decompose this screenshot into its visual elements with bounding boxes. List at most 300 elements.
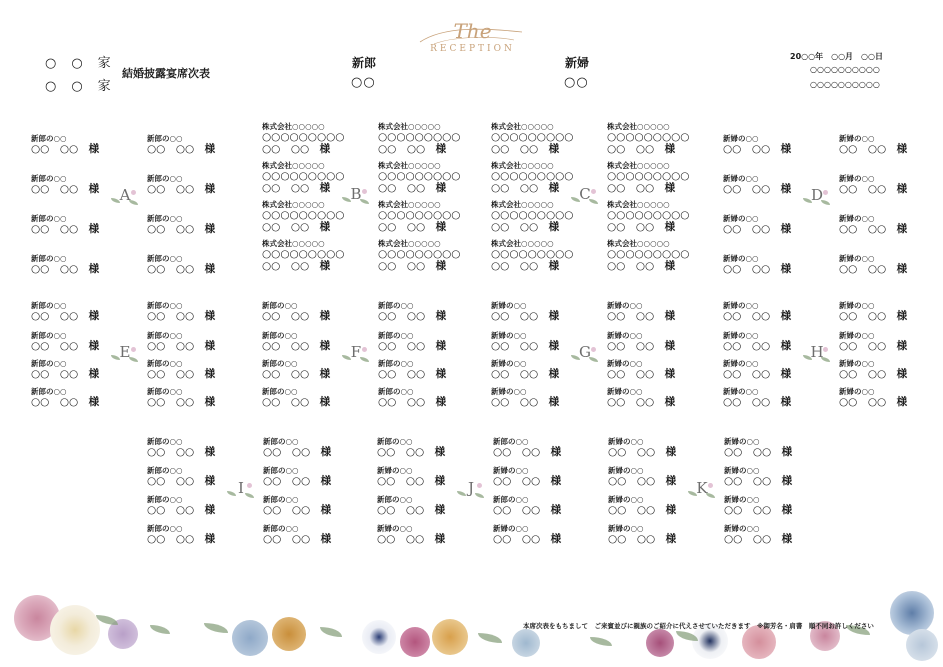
guest-relation: 株式会社○○○○○ bbox=[378, 200, 441, 209]
guest-name: ○○ ○○ 様 bbox=[839, 340, 908, 352]
guest-entry bbox=[147, 214, 237, 235]
guest-entry bbox=[31, 134, 121, 155]
guest-relation: 新郎の○○ bbox=[31, 359, 67, 368]
guest-entry bbox=[839, 214, 929, 235]
table-letter: E bbox=[119, 343, 131, 361]
guest-relation: 新婦の○○ bbox=[723, 387, 759, 396]
guest-entry bbox=[493, 437, 583, 458]
table-marker bbox=[113, 343, 143, 365]
guest-relation: 新郎の○○ bbox=[147, 495, 183, 504]
guest-relation: 新婦の○○ bbox=[607, 331, 643, 340]
guest-relation: 株式会社○○○○○ bbox=[607, 239, 670, 248]
guest-entry bbox=[724, 437, 814, 458]
guest-name: ○○ ○○ 様 bbox=[723, 143, 792, 155]
guest-entry bbox=[263, 524, 353, 545]
guest-entry bbox=[723, 331, 813, 352]
guest-name: ○○ ○○ 様 bbox=[608, 446, 677, 458]
guest-name: ○○ ○○ 様 bbox=[147, 475, 216, 487]
guest-relation: 新婦の○○ bbox=[723, 134, 759, 143]
guest-entry bbox=[377, 437, 467, 458]
guest-relation: 新婦の○○ bbox=[491, 301, 527, 310]
guest-relation: 新婦の○○ bbox=[491, 331, 527, 340]
guest-relation: 株式会社○○○○○ bbox=[378, 122, 441, 131]
guest-name: ○○ ○○ 様 bbox=[493, 475, 562, 487]
guest-entry bbox=[262, 387, 352, 408]
guest-name: ○○○○○○○○○ ○○ ○○ 様 bbox=[378, 131, 461, 155]
guest-relation: 新婦の○○ bbox=[839, 359, 875, 368]
venue-line-1: ○○○○○○○○○○ bbox=[810, 65, 880, 74]
table-marker bbox=[344, 343, 374, 365]
guest-relation: 新婦の○○ bbox=[839, 214, 875, 223]
guest-relation: 株式会社○○○○○ bbox=[378, 161, 441, 170]
guest-name: ○○○○○○○○○ ○○ ○○ 様 bbox=[262, 170, 345, 194]
guest-name: ○○ ○○ 様 bbox=[839, 183, 908, 195]
guest-relation: 新婦の○○ bbox=[608, 466, 644, 475]
guest-entry bbox=[147, 466, 237, 487]
guest-entry bbox=[262, 239, 352, 272]
guest-name: ○○ ○○ 様 bbox=[31, 368, 100, 380]
guest-relation: 新郎の○○ bbox=[147, 134, 183, 143]
guest-relation: 新郎の○○ bbox=[147, 387, 183, 396]
guest-relation: 新婦の○○ bbox=[607, 301, 643, 310]
guest-name: ○○○○○○○○○ ○○ ○○ 様 bbox=[491, 170, 574, 194]
yellow-flower-icon bbox=[432, 619, 468, 655]
guest-relation: 新婦の○○ bbox=[491, 359, 527, 368]
guest-relation: 新婦の○○ bbox=[839, 331, 875, 340]
guest-relation: 新郎の○○ bbox=[377, 437, 413, 446]
guest-entry bbox=[608, 466, 698, 487]
guest-relation: 新郎の○○ bbox=[147, 466, 183, 475]
table-marker bbox=[573, 343, 603, 365]
guest-name: ○○○○○○○○○ ○○ ○○ 様 bbox=[378, 248, 461, 272]
guest-relation: 株式会社○○○○○ bbox=[491, 161, 554, 170]
guest-entry bbox=[31, 174, 121, 195]
guest-name: ○○ ○○ 様 bbox=[723, 183, 792, 195]
guest-entry bbox=[491, 239, 581, 272]
guest-relation: 新郎の○○ bbox=[147, 301, 183, 310]
guest-entry bbox=[723, 254, 813, 275]
guest-entry bbox=[839, 359, 929, 380]
guest-name: ○○○○○○○○○ ○○ ○○ 様 bbox=[262, 131, 345, 155]
table-letter: D bbox=[810, 186, 824, 204]
guest-name: ○○ ○○ 様 bbox=[378, 340, 447, 352]
guest-entry bbox=[262, 161, 352, 194]
guest-relation: 新婦の○○ bbox=[493, 466, 529, 475]
guest-relation: 新郎の○○ bbox=[378, 387, 414, 396]
guest-entry bbox=[493, 466, 583, 487]
guest-name: ○○ ○○ 様 bbox=[608, 533, 677, 545]
leaf-icon bbox=[320, 627, 342, 637]
guest-relation: 新郎の○○ bbox=[262, 387, 298, 396]
guest-entry bbox=[493, 524, 583, 545]
guest-entry bbox=[839, 134, 929, 155]
guest-relation: 新郎の○○ bbox=[263, 437, 299, 446]
guest-name: ○○ ○○ 様 bbox=[839, 263, 908, 275]
table-letter: I bbox=[238, 479, 244, 497]
guest-relation: 株式会社○○○○○ bbox=[607, 161, 670, 170]
berry-flower-icon bbox=[646, 629, 674, 657]
guest-relation: 新郎の○○ bbox=[262, 359, 298, 368]
table-letter: J bbox=[467, 479, 474, 497]
guest-entry bbox=[377, 466, 467, 487]
table-letter: H bbox=[810, 343, 824, 361]
guest-name: ○○ ○○ 様 bbox=[608, 475, 677, 487]
table-marker bbox=[690, 479, 720, 501]
guest-name: ○○ ○○ 様 bbox=[262, 396, 331, 408]
logo-word: RECEPTION bbox=[430, 44, 515, 54]
guest-entry bbox=[263, 466, 353, 487]
guest-entry bbox=[378, 331, 468, 352]
guest-name: ○○ ○○ 様 bbox=[608, 504, 677, 516]
guest-name: ○○ ○○ 様 bbox=[147, 143, 216, 155]
guest-entry bbox=[723, 174, 813, 195]
guest-relation: 株式会社○○○○○ bbox=[378, 239, 441, 248]
guest-entry bbox=[378, 387, 468, 408]
guest-entry bbox=[839, 301, 929, 322]
guest-entry bbox=[607, 331, 697, 352]
guest-entry bbox=[608, 524, 698, 545]
guest-name: ○○○○○○○○○ ○○ ○○ 様 bbox=[262, 209, 345, 233]
guest-name: ○○○○○○○○○ ○○ ○○ 様 bbox=[607, 131, 690, 155]
guest-entry bbox=[147, 359, 237, 380]
guest-name: ○○ ○○ 様 bbox=[31, 143, 100, 155]
blue-flower-icon bbox=[512, 629, 540, 657]
guest-name: ○○ ○○ 様 bbox=[378, 396, 447, 408]
guest-name: ○○ ○○ 様 bbox=[263, 475, 332, 487]
guest-entry bbox=[491, 387, 581, 408]
guest-entry bbox=[378, 122, 468, 155]
guest-relation: 新婦の○○ bbox=[723, 301, 759, 310]
guest-relation: 新郎の○○ bbox=[377, 495, 413, 504]
guest-relation: 新婦の○○ bbox=[839, 134, 875, 143]
guest-entry bbox=[378, 359, 468, 380]
guest-name: ○○ ○○ 様 bbox=[262, 368, 331, 380]
guest-entry bbox=[607, 301, 697, 322]
guest-relation: 新婦の○○ bbox=[724, 437, 760, 446]
guest-name: ○○○○○○○○○ ○○ ○○ 様 bbox=[607, 248, 690, 272]
guest-name: ○○○○○○○○○ ○○ ○○ 様 bbox=[378, 209, 461, 233]
leaf-icon bbox=[590, 637, 612, 646]
guest-entry bbox=[31, 214, 121, 235]
guest-name: ○○ ○○ 様 bbox=[147, 446, 216, 458]
venue-line-2: ○○○○○○○○○○ bbox=[810, 80, 880, 89]
guest-relation: 新郎の○○ bbox=[147, 174, 183, 183]
guest-entry bbox=[491, 161, 581, 194]
guest-entry bbox=[723, 214, 813, 235]
guest-name: ○○ ○○ 様 bbox=[491, 340, 560, 352]
guest-entry bbox=[491, 122, 581, 155]
guest-relation: 新郎の○○ bbox=[147, 437, 183, 446]
table-marker bbox=[344, 185, 374, 207]
guest-name: ○○ ○○ 様 bbox=[724, 446, 793, 458]
leaf-icon bbox=[478, 633, 502, 643]
guest-relation: 新婦の○○ bbox=[493, 524, 529, 533]
guest-relation: 新郎の○○ bbox=[263, 466, 299, 475]
guest-name: ○○ ○○ 様 bbox=[263, 533, 332, 545]
guest-entry bbox=[723, 359, 813, 380]
guest-name: ○○ ○○ 様 bbox=[723, 223, 792, 235]
guest-relation: 新婦の○○ bbox=[608, 524, 644, 533]
guest-name: ○○ ○○ 様 bbox=[607, 340, 676, 352]
hydrangea-flower-icon bbox=[232, 620, 268, 656]
guest-name: ○○ ○○ 様 bbox=[723, 396, 792, 408]
guest-relation: 新婦の○○ bbox=[723, 174, 759, 183]
guest-name: ○○ ○○ 様 bbox=[31, 396, 100, 408]
guest-name: ○○ ○○ 様 bbox=[147, 223, 216, 235]
table-letter: A bbox=[119, 186, 131, 204]
guest-relation: 株式会社○○○○○ bbox=[262, 239, 325, 248]
guest-entry bbox=[263, 437, 353, 458]
guest-name: ○○ ○○ 様 bbox=[377, 475, 446, 487]
rose-flower-icon-2 bbox=[742, 625, 776, 659]
guest-entry bbox=[31, 301, 121, 322]
guest-relation: 株式会社○○○○○ bbox=[262, 200, 325, 209]
reception-logo bbox=[410, 18, 535, 54]
guest-name: ○○ ○○ 様 bbox=[377, 446, 446, 458]
logo-script: The bbox=[453, 19, 492, 43]
guest-name: ○○ ○○ 様 bbox=[262, 340, 331, 352]
bride-name: ○○ bbox=[564, 75, 589, 90]
guest-relation: 新郎の○○ bbox=[31, 301, 67, 310]
table-letter: F bbox=[350, 343, 362, 361]
guest-name: ○○ ○○ 様 bbox=[491, 310, 560, 322]
guest-name: ○○ ○○ 様 bbox=[493, 504, 562, 516]
guest-entry bbox=[377, 495, 467, 516]
guest-name: ○○ ○○ 様 bbox=[147, 310, 216, 322]
leaf-icon bbox=[150, 625, 170, 634]
guest-entry bbox=[147, 524, 237, 545]
bride-label: 新婦 bbox=[565, 56, 590, 70]
guest-entry bbox=[839, 254, 929, 275]
guest-name: ○○ ○○ 様 bbox=[724, 533, 793, 545]
guest-name: ○○ ○○ 様 bbox=[378, 368, 447, 380]
table-letter: K bbox=[696, 479, 708, 497]
guest-entry bbox=[262, 359, 352, 380]
guest-name: ○○ ○○ 様 bbox=[147, 368, 216, 380]
guest-relation: 新婦の○○ bbox=[723, 331, 759, 340]
guest-entry bbox=[262, 331, 352, 352]
guest-relation: 新郎の○○ bbox=[263, 524, 299, 533]
guest-relation: 新郎の○○ bbox=[147, 331, 183, 340]
guest-name: ○○ ○○ 様 bbox=[839, 396, 908, 408]
guest-relation: 新婦の○○ bbox=[839, 387, 875, 396]
guest-name: ○○ ○○ 様 bbox=[147, 396, 216, 408]
guest-entry bbox=[31, 331, 121, 352]
guest-relation: 株式会社○○○○○ bbox=[262, 161, 325, 170]
guest-name: ○○○○○○○○○ ○○ ○○ 様 bbox=[491, 209, 574, 233]
guest-name: ○○ ○○ 様 bbox=[263, 504, 332, 516]
guest-name: ○○ ○○ 様 bbox=[607, 368, 676, 380]
guest-entry bbox=[491, 301, 581, 322]
table-marker bbox=[573, 185, 603, 207]
guest-entry bbox=[31, 254, 121, 275]
document-title: 結婚披露宴席次表 bbox=[122, 67, 210, 80]
guest-relation: 新婦の○○ bbox=[723, 214, 759, 223]
table-marker bbox=[113, 186, 143, 208]
guest-relation: 株式会社○○○○○ bbox=[607, 122, 670, 131]
guest-name: ○○ ○○ 様 bbox=[723, 263, 792, 275]
guest-entry bbox=[724, 524, 814, 545]
guest-relation: 新婦の○○ bbox=[724, 495, 760, 504]
guest-entry bbox=[724, 466, 814, 487]
guest-name: ○○ ○○ 様 bbox=[377, 533, 446, 545]
guest-entry bbox=[147, 437, 237, 458]
table-marker bbox=[229, 479, 259, 501]
guest-entry bbox=[147, 254, 237, 275]
guest-entry bbox=[607, 161, 697, 194]
guest-entry bbox=[262, 301, 352, 322]
blue-rose-flower-icon bbox=[890, 591, 934, 635]
guest-relation: 株式会社○○○○○ bbox=[262, 122, 325, 131]
table-letter: C bbox=[579, 185, 591, 203]
guest-relation: 新婦の○○ bbox=[723, 359, 759, 368]
date: 20○○年 ○○月 ○○日 bbox=[790, 52, 884, 61]
guest-entry bbox=[723, 301, 813, 322]
guest-entry bbox=[491, 331, 581, 352]
guest-relation: 新婦の○○ bbox=[724, 524, 760, 533]
guest-relation: 新郎の○○ bbox=[31, 134, 67, 143]
guest-relation: 新郎の○○ bbox=[493, 437, 529, 446]
guest-name: ○○ ○○ 様 bbox=[724, 504, 793, 516]
guest-name: ○○ ○○ 様 bbox=[724, 475, 793, 487]
guest-relation: 株式会社○○○○○ bbox=[491, 122, 554, 131]
guest-entry bbox=[608, 495, 698, 516]
guest-entry bbox=[263, 495, 353, 516]
guest-entry bbox=[147, 301, 237, 322]
guest-name: ○○○○○○○○○ ○○ ○○ 様 bbox=[607, 170, 690, 194]
guest-entry bbox=[839, 331, 929, 352]
guest-entry bbox=[378, 200, 468, 233]
table-marker bbox=[805, 186, 835, 208]
guest-entry bbox=[491, 200, 581, 233]
table-letter: B bbox=[350, 185, 362, 203]
guest-entry bbox=[147, 331, 237, 352]
guest-name: ○○ ○○ 様 bbox=[493, 533, 562, 545]
table-marker bbox=[805, 343, 835, 365]
guest-entry bbox=[262, 200, 352, 233]
guest-name: ○○ ○○ 様 bbox=[839, 223, 908, 235]
guest-entry bbox=[262, 122, 352, 155]
guest-name: ○○ ○○ 様 bbox=[607, 396, 676, 408]
guest-name: ○○ ○○ 様 bbox=[377, 504, 446, 516]
guest-relation: 新郎の○○ bbox=[31, 254, 67, 263]
guest-relation: 株式会社○○○○○ bbox=[607, 200, 670, 209]
guest-relation: 新郎の○○ bbox=[147, 524, 183, 533]
family-name-1: ○ ○ 家 bbox=[45, 56, 112, 71]
guest-name: ○○ ○○ 様 bbox=[31, 340, 100, 352]
guest-relation: 新婦の○○ bbox=[839, 301, 875, 310]
guest-entry bbox=[723, 387, 813, 408]
guest-entry bbox=[378, 161, 468, 194]
guest-entry bbox=[147, 134, 237, 155]
guest-relation: 新郎の○○ bbox=[263, 495, 299, 504]
guest-name: ○○ ○○ 様 bbox=[607, 310, 676, 322]
table-marker bbox=[459, 479, 489, 501]
guest-entry bbox=[839, 387, 929, 408]
guest-name: ○○○○○○○○○ ○○ ○○ 様 bbox=[607, 209, 690, 233]
guest-name: ○○ ○○ 様 bbox=[31, 310, 100, 322]
guest-name: ○○○○○○○○○ ○○ ○○ 様 bbox=[491, 248, 574, 272]
guest-name: ○○○○○○○○○ ○○ ○○ 様 bbox=[378, 170, 461, 194]
guest-relation: 新婦の○○ bbox=[839, 174, 875, 183]
guest-name: ○○ ○○ 様 bbox=[31, 263, 100, 275]
guest-entry bbox=[491, 359, 581, 380]
guest-relation: 新婦の○○ bbox=[608, 437, 644, 446]
guest-entry bbox=[147, 495, 237, 516]
guest-relation: 新郎の○○ bbox=[147, 254, 183, 263]
dahlia-flower-icon bbox=[272, 617, 306, 651]
guest-relation: 新郎の○○ bbox=[31, 331, 67, 340]
guest-entry bbox=[493, 495, 583, 516]
guest-entry bbox=[607, 122, 697, 155]
guest-name: ○○ ○○ 様 bbox=[262, 310, 331, 322]
leaf-icon bbox=[204, 623, 228, 633]
guest-name: ○○ ○○ 様 bbox=[839, 143, 908, 155]
pale-blue-flower-icon bbox=[906, 629, 938, 661]
guest-relation: 新郎の○○ bbox=[378, 301, 414, 310]
guest-relation: 新婦の○○ bbox=[608, 495, 644, 504]
guest-relation: 新婦の○○ bbox=[607, 359, 643, 368]
guest-entry bbox=[378, 301, 468, 322]
peony-flower-icon bbox=[50, 605, 100, 655]
guest-name: ○○ ○○ 様 bbox=[147, 504, 216, 516]
guest-relation: 新婦の○○ bbox=[377, 524, 413, 533]
guest-entry bbox=[607, 387, 697, 408]
guest-entry bbox=[31, 359, 121, 380]
guest-relation: 新郎の○○ bbox=[262, 301, 298, 310]
guest-name: ○○○○○○○○○ ○○ ○○ 様 bbox=[262, 248, 345, 272]
guest-entry bbox=[607, 200, 697, 233]
guest-relation: 新郎の○○ bbox=[493, 495, 529, 504]
guest-name: ○○ ○○ 様 bbox=[31, 183, 100, 195]
guest-entry bbox=[31, 387, 121, 408]
guest-entry bbox=[724, 495, 814, 516]
guest-name: ○○ ○○ 様 bbox=[839, 310, 908, 322]
guest-relation: 新郎の○○ bbox=[378, 331, 414, 340]
guest-relation: 新郎の○○ bbox=[31, 174, 67, 183]
guest-name: ○○ ○○ 様 bbox=[839, 368, 908, 380]
guest-relation: 新婦の○○ bbox=[607, 387, 643, 396]
guest-name: ○○ ○○ 様 bbox=[147, 533, 216, 545]
guest-entry bbox=[378, 239, 468, 272]
guest-relation: 株式会社○○○○○ bbox=[491, 239, 554, 248]
guest-entry bbox=[723, 134, 813, 155]
guest-relation: 新婦の○○ bbox=[491, 387, 527, 396]
guest-name: ○○ ○○ 様 bbox=[723, 368, 792, 380]
guest-relation: 新婦の○○ bbox=[377, 466, 413, 475]
guest-relation: 新婦の○○ bbox=[724, 466, 760, 475]
guest-name: ○○ ○○ 様 bbox=[493, 446, 562, 458]
table-letter: G bbox=[579, 343, 591, 361]
guest-name: ○○ ○○ 様 bbox=[147, 183, 216, 195]
guest-relation: 新郎の○○ bbox=[147, 359, 183, 368]
guest-name: ○○ ○○ 様 bbox=[31, 223, 100, 235]
guest-name: ○○ ○○ 様 bbox=[723, 340, 792, 352]
guest-name: ○○ ○○ 様 bbox=[147, 340, 216, 352]
guest-name: ○○ ○○ 様 bbox=[723, 310, 792, 322]
guest-relation: 新郎の○○ bbox=[31, 387, 67, 396]
guest-entry bbox=[839, 174, 929, 195]
groom-name: ○○ bbox=[351, 75, 376, 90]
guest-relation: 新婦の○○ bbox=[723, 254, 759, 263]
guest-relation: 新郎の○○ bbox=[378, 359, 414, 368]
guest-relation: 株式会社○○○○○ bbox=[491, 200, 554, 209]
family-name-2: ○ ○ 家 bbox=[45, 79, 112, 94]
groom-label: 新郎 bbox=[352, 56, 377, 70]
guest-name: ○○ ○○ 様 bbox=[491, 396, 560, 408]
guest-entry bbox=[377, 524, 467, 545]
guest-relation: 新郎の○○ bbox=[147, 214, 183, 223]
